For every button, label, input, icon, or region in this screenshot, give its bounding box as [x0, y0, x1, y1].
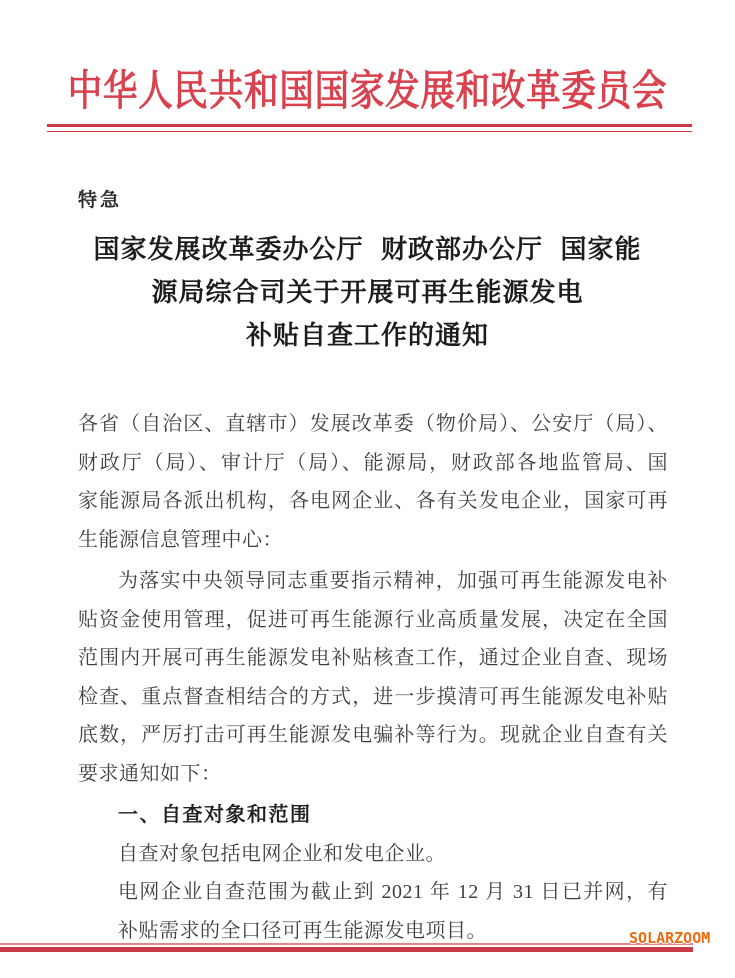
opening-paragraph-line: 检查、重点督查相结合的方式，进一步摸清可再生能源发电补贴	[78, 685, 668, 708]
solarzoom-watermark: SOLARZOOM	[629, 929, 711, 947]
urgency-label: 特急	[78, 190, 123, 211]
opening-paragraph-line: 为落实中央领导同志重要指示精神，加强可再生能源发电补	[118, 570, 668, 592]
document-title	[0, 228, 735, 357]
page-bottom-divider-thick	[0, 947, 693, 952]
document-body	[78, 405, 668, 950]
section-1-line: 电网企业自查范围为截止到 2021 年 12 月 31 日已并网，有	[118, 881, 668, 903]
document-title-line: 源局综合司关于开展可再生能源发电	[151, 278, 584, 307]
opening-paragraph-line: 贴资金使用管理，促进可再生能源行业高质量发展，决定在全国	[78, 608, 668, 631]
document-title-line: 补贴自查工作的通知	[245, 321, 489, 350]
recipients-line: 生能源信息管理中心：	[78, 528, 283, 551]
opening-paragraph-line: 要求通知如下：	[78, 762, 222, 785]
recipients-line: 家能源局各派出机构，各电网企业、各有关发电企业，国家可再	[78, 490, 668, 512]
document-title-line: 国家发展改革委办公厅 财政部办公厅 国家能	[93, 235, 642, 264]
letterhead-agency-name: 中华人民共和国国家发展和改革委员会	[67, 69, 668, 115]
page-bottom-divider-thin	[0, 943, 693, 945]
recipients-line: 财政厅（局）、审计厅（局）、能源局，财政部各地监管局、国	[78, 451, 668, 474]
recipients-line: 各省（自治区、直辖市）发展改革委（物价局）、公安厅（局）、	[78, 413, 668, 435]
opening-paragraph-line: 范围内开展可再生能源发电补贴核查工作，通过企业自查、现场	[78, 647, 668, 669]
opening-paragraph-line: 底数，严厉打击可再生能源发电骗补等行为。现就企业自查有关	[78, 724, 668, 746]
section-1-line: 自查对象包括电网企业和发电企业。	[118, 842, 446, 865]
letterhead-divider-line	[47, 124, 692, 132]
section-1-line: 补贴需求的全口径可再生能源发电项目。	[118, 919, 487, 942]
section-1-heading: 一、自查对象和范围	[118, 804, 312, 826]
